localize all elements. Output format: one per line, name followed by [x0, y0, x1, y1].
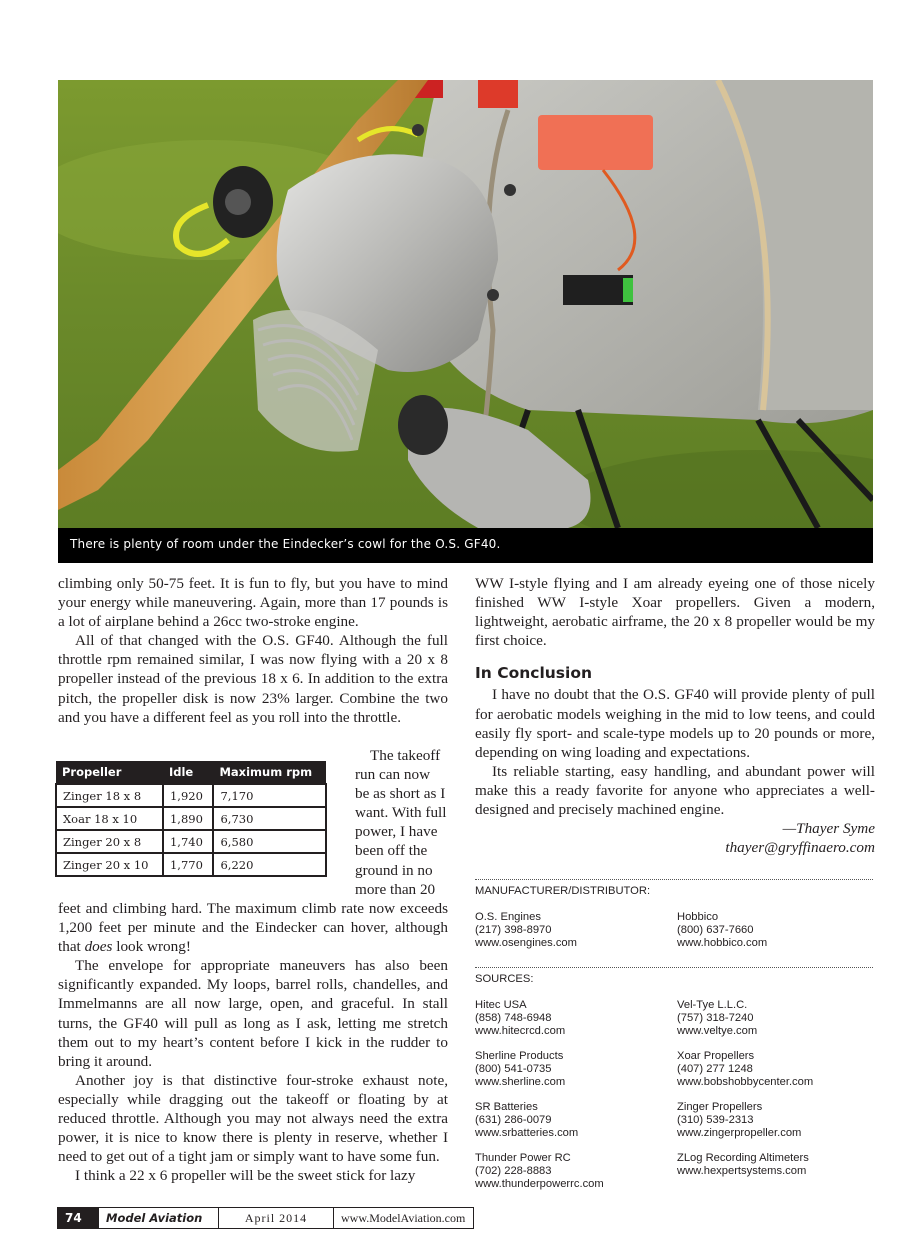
takeoff-text-beside-table	[355, 746, 448, 899]
propeller-rpm-table	[55, 761, 327, 877]
sources-label: SOURCES:	[475, 973, 534, 985]
engine-photo-illustration	[58, 80, 873, 528]
entry-phone: (407) 277 1248	[677, 1062, 753, 1075]
divider	[475, 879, 873, 880]
entry-phone: (310) 539-2313	[677, 1113, 754, 1126]
table-header-cell: Maximum rpm	[213, 761, 326, 784]
left-column	[58, 574, 448, 727]
entry-name: Thunder Power RC	[475, 1152, 571, 1164]
entry-url[interactable]: www.bobshobbycenter.com	[677, 1075, 814, 1088]
entry-name: Sherline Products	[475, 1050, 564, 1062]
table-header-row	[56, 761, 326, 784]
source-entry	[475, 1101, 578, 1139]
engine-photo	[58, 80, 873, 528]
table-cell: Zinger 20 x 8	[56, 830, 163, 853]
table-cell: 1,920	[163, 784, 213, 807]
table-header-cell: Propeller	[56, 761, 163, 784]
entry-url[interactable]: www.thunderpowerrc.com	[475, 1177, 604, 1190]
p3-text-a: feet and climbing hard. The maximum climb rate now exceeds 1,200 feet per minute and the Eindecker can hover, although that	[58, 900, 448, 956]
entry-phone: (858) 748-6948	[475, 1011, 552, 1024]
magazine-name: Model Aviation	[99, 1208, 219, 1228]
left-paragraph-2: All of that changed with the O.S. GF40. Although the full throttle rpm remained similar, I was now flying with a 20 x 8 propeller instead of the previous 18 x 6. In addition to the extra pitch, the propeller disk is now 23% larger. Combine the two and you have a different feel as you roll into the throttle.	[58, 632, 448, 726]
entry-phone: (757) 318-7240	[677, 1011, 754, 1024]
source-entry	[677, 1050, 813, 1088]
table-cell: Zinger 20 x 10	[56, 853, 163, 876]
section-heading: In Conclusion	[475, 664, 593, 683]
right-paragraph-3: Its reliable starting, easy handling, and abundant power will make this a ready favorite for anyone who appreciates a well-designed and precisely machined engine.	[475, 762, 875, 819]
entry-url[interactable]: www.veltye.com	[677, 1024, 758, 1037]
entry-name: Hobbico	[677, 911, 719, 923]
entry-name: SR Batteries	[475, 1101, 538, 1113]
right-paragraph-1: WW I-style flying and I am already eyeing one of those nicely finished WW I-style Xoar propellers. Given a modern, lightweight, aerobatic airframe, the 20 x 8 propeller would be my first choice.	[475, 575, 875, 650]
entry-name: ZLog Recording Altimeters	[677, 1152, 809, 1164]
entry-url[interactable]: www.sherline.com	[475, 1075, 566, 1088]
p3-text-b: look wrong!	[112, 938, 191, 956]
issue-date: April 2014	[219, 1208, 334, 1228]
magazine-url[interactable]: www.ModelAviation.com	[341, 1210, 466, 1225]
right-column	[475, 574, 875, 857]
source-entry	[475, 1050, 565, 1088]
left-paragraph-1: climbing only 50-75 feet. It is fun to fly, but you have to mind your energy while maneuvering. Again, more than 17 pounds is a lot of airplane behind a 26cc two-stroke engine.	[58, 575, 448, 631]
entry-name: O.S. Engines	[475, 911, 541, 923]
p3-emphasis: does	[84, 938, 113, 956]
table-cell: 1,890	[163, 807, 213, 830]
page-number: 74	[58, 1208, 99, 1228]
entry-url[interactable]: www.hobbico.com	[677, 936, 768, 949]
table-cell: Zinger 18 x 8	[56, 784, 163, 807]
table-cell: 7,170	[213, 784, 326, 807]
author-email[interactable]: thayer@gryffinaero.com	[725, 839, 875, 857]
table-row	[56, 830, 326, 853]
source-entry	[677, 1152, 809, 1178]
entry-name: Vel-Tye L.L.C.	[677, 999, 748, 1011]
source-entry	[475, 999, 565, 1037]
entry-name: Hitec USA	[475, 999, 527, 1011]
entry-url[interactable]: www.srbatteries.com	[475, 1126, 579, 1139]
left-paragraph-4: The envelope for appropriate maneuvers has also been significantly expanded. My loops, barrel rolls, chandelles, and Immelmanns are all now large, open, and graceful. In stall turns, the GF40 will pull as long as I ask, letting me stretch them out to my heart’s content before I kick in the rudder to bring it around.	[58, 957, 448, 1070]
left-paragraph-6: I think a 22 x 6 propeller will be the sweet stick for lazy	[75, 1167, 416, 1185]
manufacturer-label: MANUFACTURER/DISTRIBUTOR:	[475, 885, 651, 897]
table-cell: Xoar 18 x 10	[56, 807, 163, 830]
entry-name: Xoar Propellers	[677, 1050, 755, 1062]
table-row	[56, 807, 326, 830]
table-cell: 6,730	[213, 807, 326, 830]
right-paragraph-2: I have no doubt that the O.S. GF40 will provide plenty of pull for aerobatic models weighing in the mid to low teens, and could easily fly sport- and scale-type models up to 20 pounds or more, depending on wing loading and expectations.	[475, 686, 875, 761]
entry-phone: (217) 398-8970	[475, 923, 552, 936]
entry-name: Zinger Propellers	[677, 1101, 763, 1113]
table-header-cell: Idle	[163, 761, 213, 784]
entry-url[interactable]: www.hexpertsystems.com	[677, 1164, 807, 1177]
manufacturer-entry	[677, 911, 767, 949]
left-paragraph-3-end	[58, 899, 448, 956]
entry-phone: (800) 637-7660	[677, 923, 754, 936]
photo-caption: There is plenty of room under the Eindecker’s cowl for the O.S. GF40.	[70, 537, 501, 551]
author-name: —Thayer Syme	[782, 820, 875, 838]
source-entry	[677, 1101, 801, 1139]
table-row	[56, 853, 326, 876]
entry-phone: (702) 228-8883	[475, 1164, 552, 1177]
source-entry	[475, 1152, 604, 1190]
left-paragraph-5: Another joy is that distinctive four-stroke exhaust note, especially while dragging out the takeoff or floating by at reduced throttle. Although you may not always need the extra power, it is nice to know there is plenty in reserve, whether I need to get out of a tight jam or simply want to have some fun.	[58, 1071, 448, 1166]
entry-url[interactable]: www.hitecrcd.com	[475, 1024, 566, 1037]
entry-url[interactable]: www.zingerpropeller.com	[677, 1126, 802, 1139]
table-cell: 1,770	[163, 853, 213, 876]
table-row	[56, 784, 326, 807]
left-paragraph-3-start: The takeoff run can now be as short as I want. With full power, I have been off the ground in no more than 20	[355, 747, 447, 898]
table-cell: 6,580	[213, 830, 326, 853]
manufacturer-entry	[475, 911, 577, 949]
divider	[475, 967, 873, 968]
table-cell: 6,220	[213, 853, 326, 876]
entry-phone: (631) 286-0079	[475, 1113, 552, 1126]
left-column-lower	[58, 899, 448, 1185]
page-footer	[57, 1207, 474, 1229]
photo-caption-bar	[58, 528, 873, 563]
source-entry	[677, 999, 757, 1037]
entry-phone: (800) 541-0735	[475, 1062, 552, 1075]
entry-url[interactable]: www.osengines.com	[475, 936, 577, 949]
table-cell: 1,740	[163, 830, 213, 853]
